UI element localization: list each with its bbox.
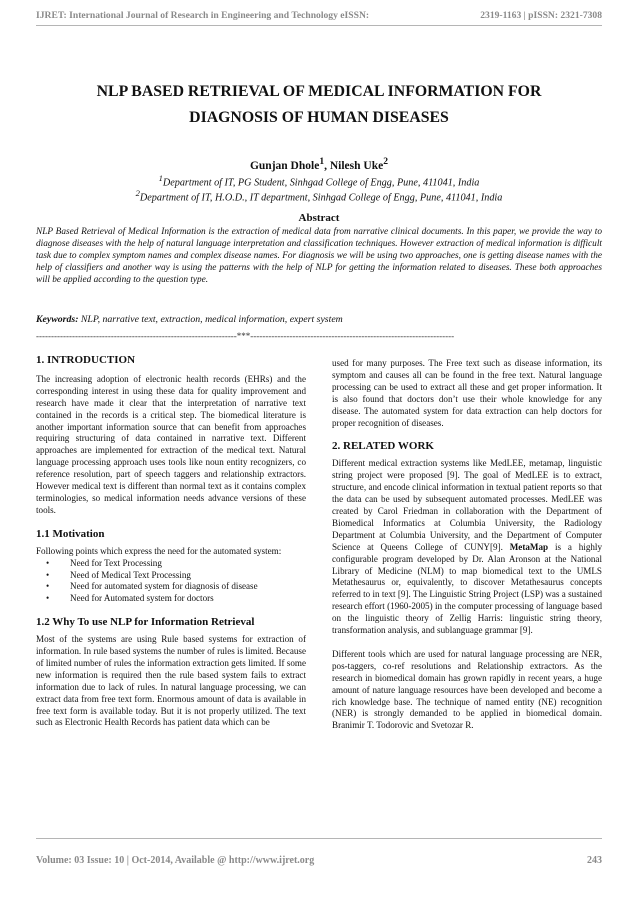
journal-issn: 2319-1163 | pISSN: 2321-7308 [480, 10, 602, 21]
author-2-sup: 2 [383, 156, 389, 167]
tools-text: Different tools which are used for natural language processing are NER, pos-taggers, co-ref resolutions and Relationship extractors. As the research in biomedical domain has grown rapidly in recent years, a huge amount of nature language resources have been developed and become a rich knowledge base. The technique of named entity (NE) recognition (NER) is strongly demanded to be applied in biomedical domain. Branimir T. Todorovic and Svetozar R. [332, 648, 602, 731]
motivation-list [36, 558, 306, 606]
right-column [332, 358, 602, 732]
list-item: • Need of Medical Text Processing [70, 570, 306, 582]
affiliation-1-text: Department of IT, PG Student, Sinhgad College of Engg, Pune, 411041, India [162, 177, 480, 189]
author-list [36, 156, 602, 172]
journal-name: IJRET: International Journal of Research in Engineering and Technology eISSN: [36, 10, 370, 21]
footer-volume: Volume: 03 Issue: 10 | Oct-2014, Available @ http://www.ijret.org [36, 855, 315, 866]
introduction-heading: 1. INTRODUCTION [36, 354, 136, 366]
related-work-heading: 2. RELATED WORK [332, 440, 434, 453]
section-separator: -------------------------------------------------------------------***-------------------------------------------------------------------- [36, 331, 455, 341]
list-item: • Need for automated system for diagnosis of disease [70, 581, 306, 593]
affiliation-1 [36, 173, 602, 188]
affiliation-2 [36, 188, 602, 203]
related-work-text-a: Different medical extraction systems like MedLEE, metamap, linguistic string project were proposed [9]. The goal of MedLEE is to extract, structure, and encode clinical information in textual patient reports so that the data can be used by subsequent automated processes. MedLEE was created by Carol Friedman in collaboration with the Department of Biomedical Informatics at Columbia University, the Radiology Department at Columbia University, and the Department of Computer Science at Queens College of CUNY[9]. [332, 458, 602, 552]
related-work-text [332, 458, 602, 637]
footer-divider [36, 838, 602, 839]
keywords-line [36, 314, 602, 325]
paper-title [36, 79, 602, 131]
author-separator: , [324, 159, 330, 172]
list-item: • Need for Automated system for doctors [70, 593, 306, 605]
title-line-1: NLP BASED RETRIEVAL OF MEDICAL INFORMATION FOR [96, 83, 542, 100]
author-2: Nilesh Uke [329, 159, 384, 172]
abstract-text: NLP Based Retrieval of Medical Information is the extraction of medical data from narrative clinical documents. In this paper, we provide the way to diagnose diseases with the help of natural language interpretation and classification techniques. However extraction of medical information is difficult task due to complex symptom names and complex disease names. For diagnosis we will be using two approaches, one is getting disease names with the help of classifiers and another way is using the patterns with the help of NLP for getting the information related to diseases. These both approaches will be applied according to the question type. [36, 227, 602, 286]
why-nlp-heading: 1.2 Why To use NLP for Information Retrieval [36, 616, 255, 629]
introduction-text: The increasing adoption of electronic health records (EHRs) and the corresponding interest in using these data for quality improvement and research have made it clear that the interpretation of narrative text contained in the records is a critical step. The biomedical literature is another important information source that can benefit from approaches requiring structuring of data contained in narrative text. Different approaches are implemented for extraction of the medical text. Natural language processing approach uses tools like noun entity recognizers, co reference resolution, part of speech taggers and relationship extractors. However medical text is different than normal text as it contains complex terminologies, so medical information needs advance versions of these tools. [36, 373, 306, 515]
running-footer [36, 855, 602, 866]
motivation-heading: 1.1 Motivation [36, 527, 105, 540]
motivation-text: Following points which express the need for the automated system: [36, 545, 282, 556]
metamap-term: MetaMap [509, 541, 549, 552]
continued-text: used for many purposes. The Free text such as disease information, its symptom and causes all can be found in the free text. Natural language processing can be used to extract all these and get proper information. It is also found that doctors don’t use their whole knowledge for any disease. The automated system for data extraction can help doctors for proper recognition of diseases. [332, 358, 602, 428]
list-item: • Need for Text Processing [70, 558, 306, 570]
running-header [36, 10, 602, 21]
title-line-2: DIAGNOSIS OF HUMAN DISEASES [189, 109, 449, 126]
left-column [36, 355, 306, 729]
header-divider [36, 25, 602, 26]
author-1: Gunjan Dhole [249, 159, 320, 172]
page-number: 243 [587, 855, 602, 866]
affiliation-2-sup: 2 [135, 188, 140, 198]
why-nlp-text: Most of the systems are using Rule based systems for extraction of information. In rule based systems the number of rules is limited. Because of limited number of rules the information extraction gets limited. If some new information is required then the rule based system fails to extract information due to lack of rules. In natural language processing, we can extract data from free text form. Enormous amount of data is available in free text form is available today. But it is not properly utilized. The text such as Electronic Health Records has patient data which can be [36, 634, 306, 728]
affiliation-2-text: Department of IT, H.O.D., IT department, Sinhgad College of Engg, Pune, 411041, India [139, 192, 503, 204]
affiliation-1-sup: 1 [158, 173, 163, 183]
author-1-sup: 1 [319, 156, 325, 167]
abstract-heading: Abstract [298, 212, 340, 224]
related-work-text-b: is a highly configurable program developed by Dr. Alan Aronson at the National Library of Medicine (NLM) to map biomedical text to the UMLS Metathesaurus or, equivalently, to discover Metathesaurus concepts referred to in text [9]. The Linguistic String Project (LSP) was a sustained research effort (1960-2005) in the computer processing of language based on the linguistic theory of Zellig Harris: linguistic string theory, transformation analysis, and sublanguage grammar [9]. [332, 541, 602, 636]
keywords-label: Keywords: [36, 314, 79, 325]
keywords-text: NLP, narrative text, extraction, medical information, expert system [78, 314, 343, 325]
